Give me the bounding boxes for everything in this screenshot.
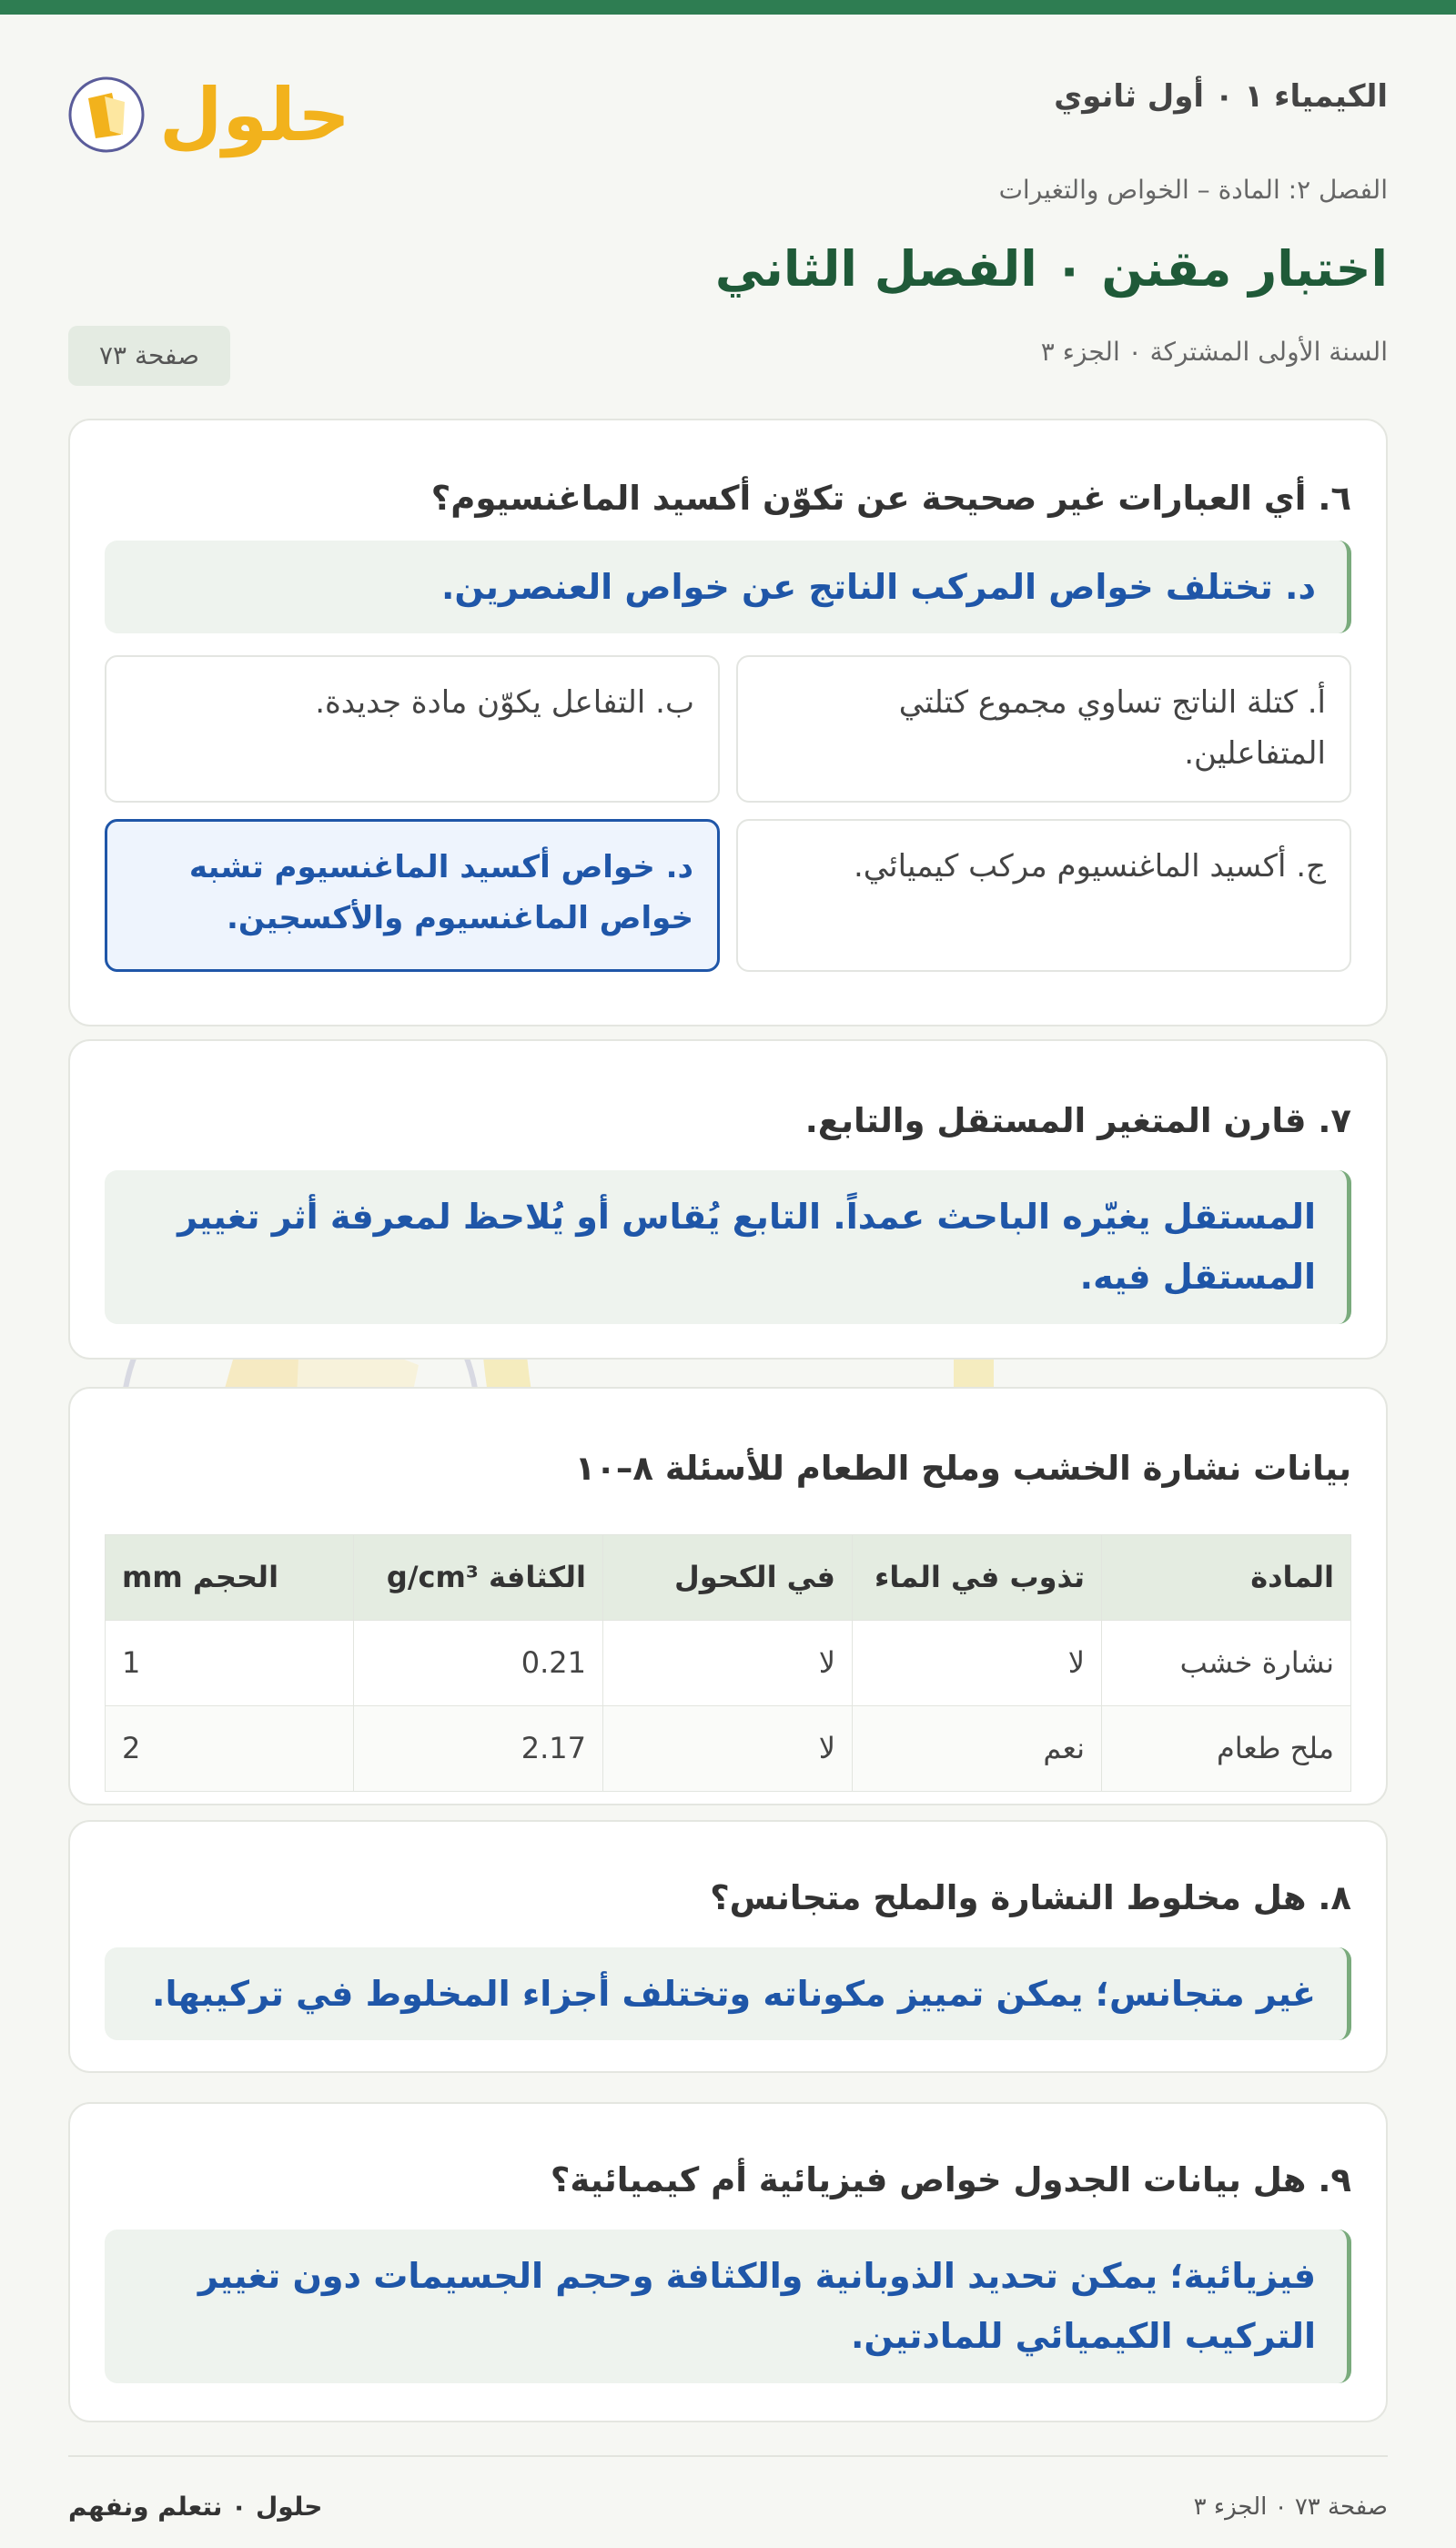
table-cell: لا (853, 1620, 1102, 1705)
book-icon (68, 47, 350, 157)
table-cell: 0.21 (354, 1620, 603, 1705)
page-header (68, 15, 1388, 160)
table-cell: ملح طعام (1102, 1705, 1351, 1791)
option-b[interactable]: ب. التفاعل يكوّن مادة جديدة. (105, 655, 720, 803)
question-9-answer: فيزيائية؛ يمكن تحديد الذوبانية والكثافة وحجم الجسيمات دون تغيير التركيب الكيميائي للمادتين. (105, 2230, 1351, 2383)
brand-logo (68, 47, 350, 157)
chapter-label: الفصل ٢: المادة – الخواص والتغيرات (998, 175, 1388, 205)
table-cell: نشارة خشب (1102, 1620, 1351, 1705)
table-header-row (106, 1534, 1351, 1620)
question-9-text: ٩. هل بيانات الجدول خواص فيزيائية أم كيميائية؟ (550, 2160, 1351, 2199)
option-c[interactable]: ج. أكسيد الماغنسيوم مركب كيميائي. (736, 819, 1351, 972)
table-cell: لا (603, 1620, 853, 1705)
question-card-9 (68, 2102, 1388, 2422)
table-cell: 1 (106, 1620, 354, 1705)
data-table (105, 1534, 1351, 1792)
question-8-answer: غير متجانس؛ يمكن تمييز مكوناته وتختلف أجزاء المخلوط في تركيبها. (105, 1947, 1351, 2041)
table-header-alcohol: في الكحول (603, 1534, 853, 1620)
question-card-6 (68, 419, 1388, 1026)
table-row (106, 1620, 1351, 1705)
page-title: اختبار مقنن ٠ الفصل الثاني (714, 240, 1388, 298)
table-cell: 2.17 (354, 1705, 603, 1791)
option-a[interactable]: أ. كتلة الناتج تساوي مجموع كتلتي المتفاعلين. (736, 655, 1351, 803)
table-cell: نعم (853, 1705, 1102, 1791)
question-8-text: ٨. هل مخلوط النشارة والملح متجانس؟ (710, 1878, 1351, 1917)
footer-brand: حلول ٠ نتعلم ونفهم (68, 2492, 323, 2522)
question-6-text: ٦. أي العبارات غير صحيحة عن تكوّن أكسيد الماغنسيوم؟ (430, 479, 1351, 518)
footer-divider (68, 2455, 1388, 2457)
table-cell: 2 (106, 1705, 354, 1791)
page (68, 15, 1388, 2522)
question-6-options (105, 655, 1351, 972)
logo-wordmark: حلول (159, 73, 350, 157)
table-row (106, 1705, 1351, 1791)
page-number-badge: صفحة ٧٣ (68, 326, 230, 386)
subject-title: الكيمياء ١ ٠ أول ثانوي (1054, 78, 1388, 115)
table-header-size: الحجم mm (106, 1534, 354, 1620)
question-7-answer: المستقل يغيّره الباحث عمداً. التابع يُقاس أو يُلاحظ لمعرفة أثر تغيير المستقل فيه. (105, 1170, 1351, 1324)
table-header-water: تذوب في الماء (853, 1534, 1102, 1620)
data-table-title: بيانات نشارة الخشب وملح الطعام للأسئلة ٨–١٠ (574, 1449, 1351, 1488)
option-d-correct[interactable]: د. خواص أكسيد الماغنسيوم تشبه خواص الماغنسيوم والأكسجين. (105, 819, 720, 972)
table-cell: لا (603, 1705, 853, 1791)
table-header-density: الكثافة g/cm³ (354, 1534, 603, 1620)
top-accent-bar (0, 0, 1456, 15)
grade-meta: السنة الأولى المشتركة ٠ الجزء ٣ (1040, 337, 1388, 367)
data-table-card (68, 1387, 1388, 1805)
question-card-8 (68, 1820, 1388, 2073)
question-6-answer: د. تختلف خواص المركب الناتج عن خواص العنصرين. (105, 541, 1351, 634)
question-7-text: ٧. قارن المتغير المستقل والتابع. (804, 1101, 1351, 1140)
question-card-7 (68, 1039, 1388, 1360)
footer-page-info: صفحة ٧٣ ٠ الجزء ٣ (1193, 2493, 1388, 2521)
table-header-substance: المادة (1102, 1534, 1351, 1620)
